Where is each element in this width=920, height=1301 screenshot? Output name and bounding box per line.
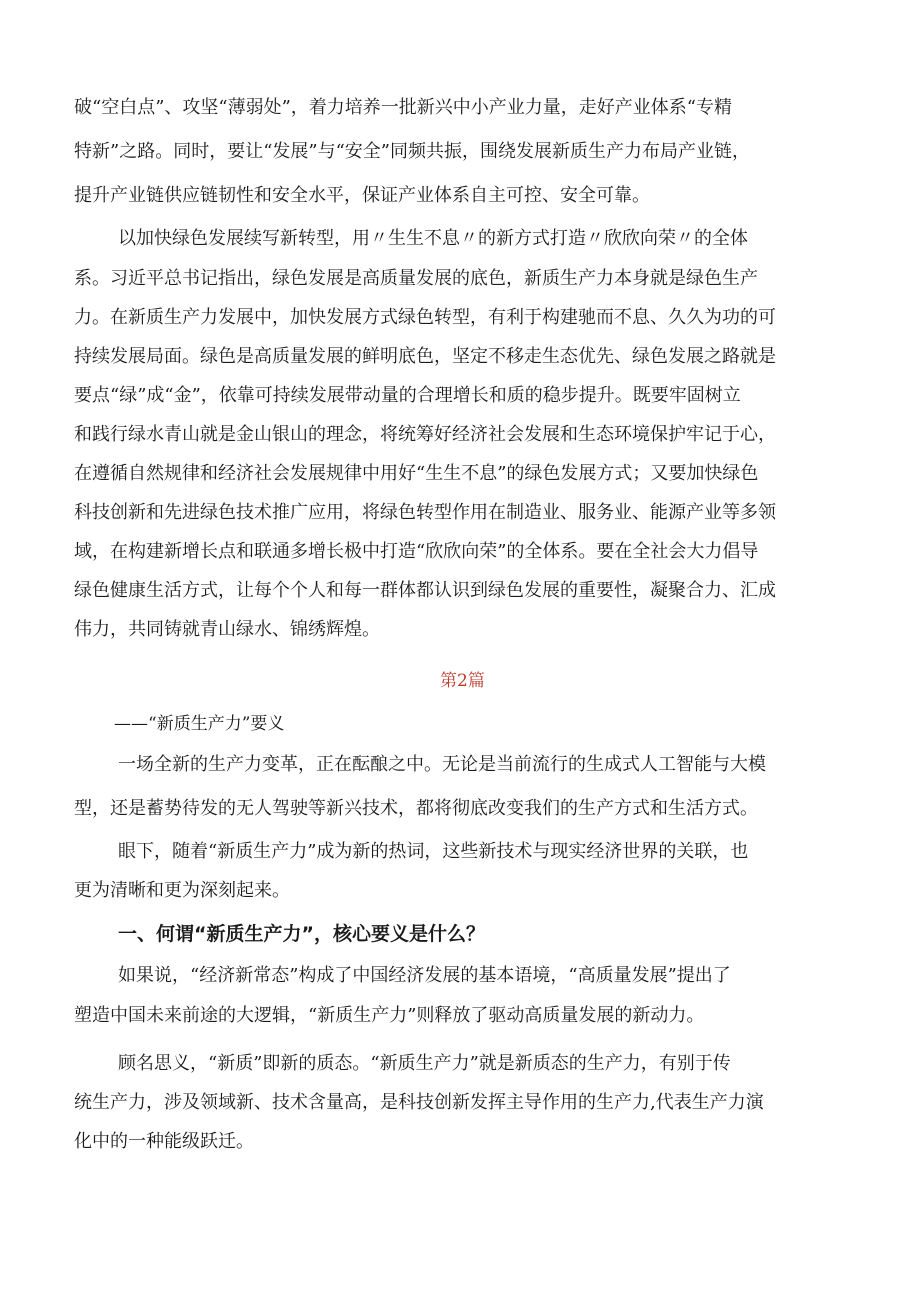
paragraph-1-line-3: 提升产业链供应链韧性和安全水平，保证产业体系自主可控、安全可靠。	[74, 185, 650, 206]
article-2-paragraph-2-line-1: 眼下，随着“新质生产力”成为新的热词，这些新技术与现实经济世界的关联，也	[118, 841, 749, 862]
article-2-paragraph-3-line-2: 塑造中国未来前途的大逻辑，“新质生产力”则释放了驱动高质量发展的新动力。	[74, 1005, 705, 1026]
paragraph-1-line-1: 破“空白点”、攻坚“薄弱处”，着力培养一批新兴中小产业力量，走好产业体系“专精	[74, 97, 733, 118]
paragraph-2-line-6: 和践行绿水青山就是金山银山的理念，将统筹好经济社会发展和生态环境保护牢记于心，	[74, 424, 776, 445]
article-2-heading: 第2篇	[440, 671, 485, 691]
article-2-paragraph-1-line-2: 型，还是蓄势待发的无人驾驶等新兴技术，都将彻底改变我们的生产方式和生活方式。	[74, 798, 758, 819]
paragraph-2-line-5: 要点“绿”成“金”，依靠可持续发展带动量的合理增长和质的稳步提升。既要牢固树立	[74, 385, 741, 406]
paragraph-2-line-10: 绿色健康生活方式，让每个个人和每一群体都认识到绿色发展的重要性，凝聚合力、汇成	[74, 580, 776, 601]
paragraph-2-line-1: 以加快绿色发展续写新转型，用〃生生不息〃的新方式打造〃欣欣向荣〃的全体	[118, 228, 748, 249]
article-2-subtitle: ——“新质生产力”要义	[114, 714, 285, 734]
article-2-paragraph-1-line-1: 一场全新的生产力变革，正在酝酿之中。无论是当前流行的生成式人工智能与大模	[118, 754, 766, 775]
paragraph-2-line-8: 科技创新和先进绿色技术推广应用，将绿色转型作用在制造业、服务业、能源产业等多领	[74, 502, 776, 523]
article-2-paragraph-3-line-1: 如果说，“经济新常态”构成了中国经济发展的基本语境，“高质量发展”提出了	[118, 965, 731, 986]
paragraph-2-line-7: 在遵循自然规律和经济社会发展规律中用好“生生不息”的绿色发展方式；又要加快绿色	[74, 463, 759, 484]
paragraph-2-line-4: 持续发展局面。绿色是高质量发展的鲜明底色，坚定不移走生态优先、绿色发展之路就是	[74, 346, 776, 367]
paragraph-2-line-11: 伟力，共同铸就青山绿水、锦绣辉煌。	[74, 619, 380, 640]
article-2-paragraph-4-line-3: 化中的一种能级跃迁。	[74, 1131, 254, 1152]
paragraph-2-line-2: 系。习近平总书记指出，绿色发展是高质量发展的底色，新质生产力本身就是绿色生产	[74, 268, 758, 289]
article-2-paragraph-4-line-1: 顾名思义，“新质”即新的质态。“新质生产力”就是新质态的生产力，有别于传	[118, 1053, 731, 1074]
paragraph-1-line-2: 特新”之路。同时，要让“发展”与“安全”同频共振，围绕发展新质生产力布局产业链，	[74, 141, 751, 162]
paragraph-2-line-9: 域，在构建新增长点和联通多增长极中打造“欣欣向荣”的全体系。要在全社会大力倡导	[74, 541, 759, 562]
section-heading-1: 一、何谓“新质生产力”，核心要义是什么？	[118, 923, 485, 945]
article-2-paragraph-4-line-2: 统生产力，涉及领域新、技术含量高，是科技创新发挥主导作用的生产力,代表生产力演	[74, 1092, 764, 1113]
article-2-paragraph-2-line-2: 更为清晰和更为深刻起来。	[74, 880, 290, 901]
paragraph-2-line-3: 力。在新质生产力发展中，加快发展方式绿色转型，有利于构建驰而不息、久久为功的可	[74, 307, 776, 328]
